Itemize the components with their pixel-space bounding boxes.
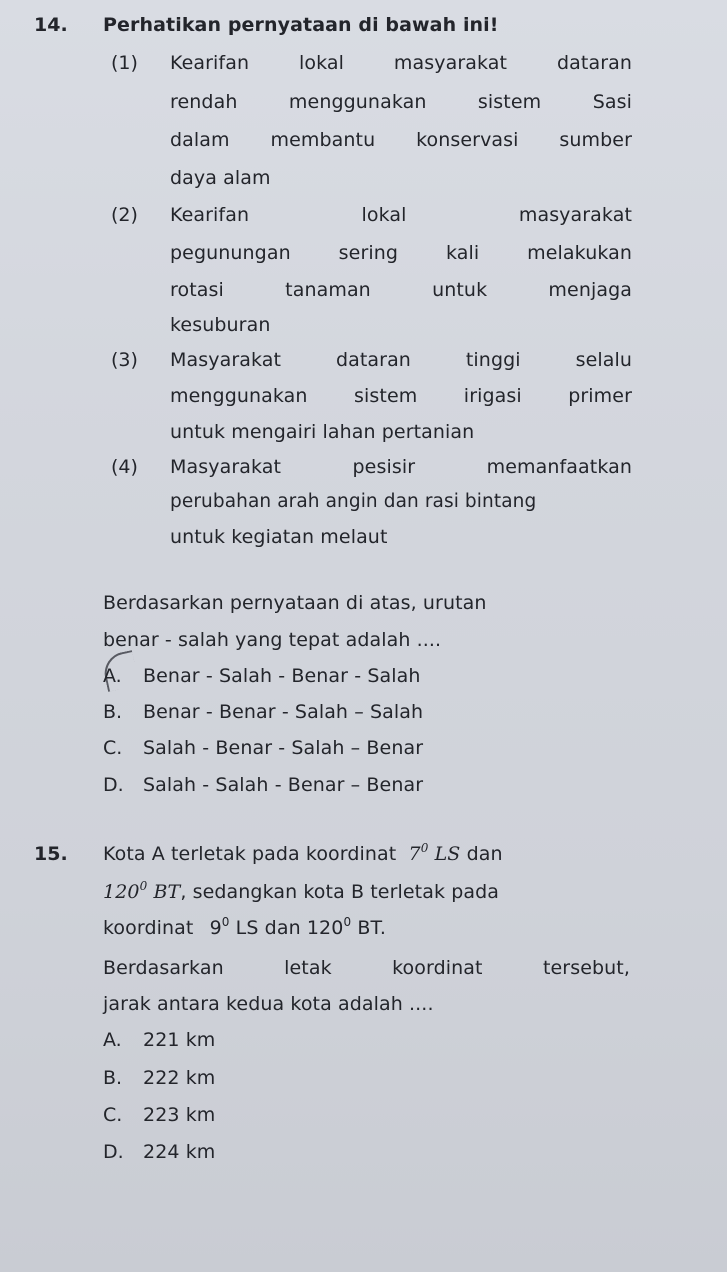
statement-1-line-2: rendah menggunakan sistem Sasi (170, 91, 632, 113)
question-15-line-2-text: , sedangkan kota B terletak pada (180, 881, 499, 903)
statement-1-line-3: dalam membantu konservasi sumber (170, 129, 632, 151)
statement-3-line-3: untuk mengairi lahan pertanian (170, 421, 475, 443)
statement-4-line-1: Masyarakat pesisir memanfaatkan (170, 456, 632, 478)
statement-4-line-2: perubahan arah angin dan rasi bintang (170, 491, 537, 512)
option-15-d-text[interactable]: 224 km (143, 1141, 216, 1163)
coord-a-lon-degree-sign: 0 (139, 879, 148, 893)
option-15-c-letter: C. (103, 1104, 123, 1126)
coord-b-lat-value (210, 917, 259, 939)
statement-2-number: (2) (111, 204, 138, 226)
statement-2-line-1: Kearifan lokal masyarakat (170, 204, 632, 226)
question-15-line-1-and: dan (466, 843, 503, 865)
question-15-number: 15. (34, 843, 68, 865)
coord-a-lon-value (103, 881, 180, 903)
option-15-a-text[interactable]: 221 km (143, 1029, 216, 1051)
question-14-intro: Perhatikan pernyataan di bawah ini! (103, 14, 499, 36)
coord-a-lat-deg: 7 (408, 843, 421, 865)
statement-1-number: (1) (111, 52, 138, 74)
coord-b-lon-unit: BT. (357, 917, 387, 939)
option-15-b-letter: B. (103, 1067, 123, 1089)
option-14-c-text[interactable]: Salah - Benar - Salah – Benar (143, 737, 424, 759)
option-14-d-letter: D. (103, 774, 124, 796)
option-14-c-letter: C. (103, 737, 123, 759)
statement-3-line-1: Masyarakat dataran tinggi selalu (170, 349, 632, 371)
coord-b-lon-degree-sign: 0 (343, 915, 352, 929)
coord-b-lat-degree-sign: 0 (221, 915, 230, 929)
statement-1-line-4: daya alam (170, 167, 271, 189)
question-15-line-1-text: Kota A terletak pada koordinat (103, 843, 397, 865)
option-15-b-text[interactable]: 222 km (143, 1067, 216, 1089)
question-14-prompt-line-1: Berdasarkan pernyataan di atas, urutan (103, 592, 487, 614)
question-15-line-3-and: dan (264, 917, 301, 939)
coord-b-lat-deg: 9 (209, 917, 222, 939)
question-15-line-1 (103, 843, 503, 865)
question-15-line-3 (103, 917, 386, 939)
statement-3-line-2: menggunakan sistem irigasi primer (170, 385, 632, 407)
option-14-b-text[interactable]: Benar - Benar - Salah – Salah (143, 701, 424, 723)
option-14-a-text[interactable]: Benar - Salah - Benar - Salah (143, 665, 421, 687)
option-15-d-letter: D. (103, 1141, 124, 1163)
question-15-prompt-line-2: jarak antara kedua kota adalah .... (103, 993, 434, 1015)
option-15-a-letter: A. (103, 1029, 122, 1051)
question-14-number: 14. (34, 14, 68, 36)
coord-a-lat-degree-sign: 0 (420, 841, 429, 855)
coord-a-lat-value (408, 843, 460, 865)
question-14-prompt-line-2: benar - salah yang tepat adalah .... (103, 629, 442, 651)
option-14-a-letter: A. (103, 665, 122, 687)
question-15-line-3-text: koordinat (103, 917, 194, 939)
coord-b-lon-value (307, 917, 386, 939)
coord-a-lon-unit: BT (153, 881, 181, 903)
question-15-prompt-line-1: Berdasarkan letak koordinat tersebut, (103, 957, 630, 979)
statement-4-number: (4) (111, 456, 138, 478)
coord-a-lat-unit: LS (434, 843, 461, 865)
coord-a-lon-deg: 120 (103, 881, 140, 903)
option-14-b-letter: B. (103, 701, 123, 723)
statement-3-number: (3) (111, 349, 138, 371)
question-15-line-2 (103, 881, 499, 903)
option-14-d-text[interactable]: Salah - Salah - Benar – Benar (143, 774, 424, 796)
coord-b-lon-deg: 120 (306, 917, 344, 939)
coord-b-lat-unit: LS (235, 917, 259, 939)
statement-1-line-1: Kearifan lokal masyarakat dataran (170, 52, 632, 74)
statement-2-line-3: rotasi tanaman untuk menjaga (170, 279, 632, 301)
statement-2-line-2: pegunungan sering kali melakukan (170, 242, 632, 264)
statement-4-line-3: untuk kegiatan melaut (170, 526, 388, 548)
option-15-c-text[interactable]: 223 km (143, 1104, 216, 1126)
statement-2-line-4: kesuburan (170, 314, 271, 336)
